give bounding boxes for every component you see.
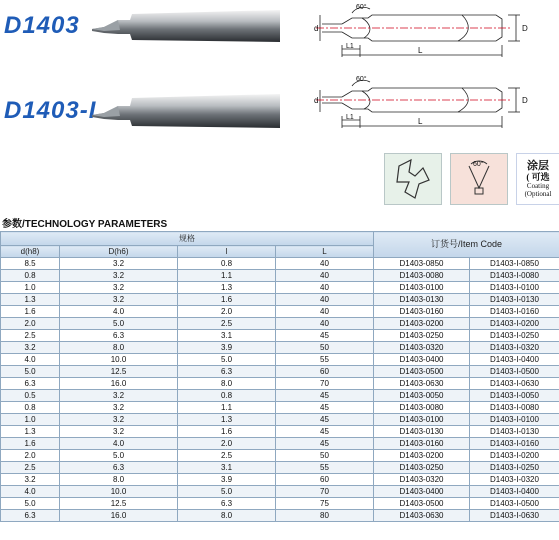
tool-photo — [90, 2, 282, 44]
table-row — [1, 510, 559, 522]
order-code-header: 订货号/Item Code — [374, 232, 559, 258]
spec-cell: 3.2 — [60, 294, 178, 306]
table-row — [1, 402, 559, 414]
spec-cell: 1.6 — [1, 306, 60, 318]
spec-cell: 1.3 — [1, 294, 60, 306]
table-row — [1, 330, 559, 342]
spec-cell: 6.3 — [60, 462, 178, 474]
item-code-cell: D1403-I-0130 — [470, 294, 559, 306]
coating-label-cn: 涂层 — [527, 160, 549, 172]
table-row — [1, 354, 559, 366]
item-code-cell: D1403-I-0630 — [470, 378, 559, 390]
table-row — [1, 498, 559, 510]
point-angle-icon — [450, 153, 508, 205]
coating-optional-icon — [516, 153, 559, 205]
spec-cell: 4.0 — [1, 486, 60, 498]
spec-cell: 12.5 — [60, 498, 178, 510]
spec-cell: 50 — [276, 342, 374, 354]
optional-label-cn: ( 可选 — [526, 172, 550, 182]
spec-cell: 75 — [276, 498, 374, 510]
spec-cell: 2.0 — [178, 306, 276, 318]
item-code-cell: D1403-0130 — [374, 426, 470, 438]
spec-cell: 45 — [276, 330, 374, 342]
spec-cell: 40 — [276, 282, 374, 294]
spec-cell: 1.3 — [178, 414, 276, 426]
angle-label: 60° — [356, 4, 367, 11]
spec-cell: 3.2 — [60, 426, 178, 438]
spec-cell: 5.0 — [178, 354, 276, 366]
table-row — [1, 306, 559, 318]
angle-label: 60° — [356, 76, 367, 83]
table-row — [1, 378, 559, 390]
spec-cell: 3.2 — [60, 414, 178, 426]
spec-cell: 0.8 — [178, 390, 276, 402]
column-header: d(h8) — [1, 246, 60, 258]
item-code-cell: D1403-I-0100 — [470, 282, 559, 294]
item-code-cell: D1403-I-0500 — [470, 366, 559, 378]
item-code-cell: D1403-I-0250 — [470, 330, 559, 342]
table-row — [1, 462, 559, 474]
item-code-cell: D1403-I-0850 — [470, 258, 559, 270]
item-code-cell: D1403-0200 — [374, 318, 470, 330]
item-code-cell: D1403-0130 — [374, 294, 470, 306]
section-title: 参数/TECHNOLOGY PARAMETERS — [2, 219, 168, 230]
item-code-cell: D1403-0400 — [374, 354, 470, 366]
table-row — [1, 474, 559, 486]
spec-cell: 3.1 — [178, 330, 276, 342]
flute-geometry-icon — [384, 153, 442, 205]
spec-cell: 1.1 — [178, 270, 276, 282]
spec-cell: 0.8 — [1, 270, 60, 282]
angle-label: 60° — [473, 161, 484, 168]
tool-photo — [90, 90, 282, 132]
spec-cell: 3.2 — [60, 390, 178, 402]
table-row — [1, 294, 559, 306]
table-row — [1, 486, 559, 498]
spec-cell: 3.9 — [178, 342, 276, 354]
spec-cell: 45 — [276, 426, 374, 438]
table-row — [1, 318, 559, 330]
spec-cell: 45 — [276, 438, 374, 450]
spec-cell: 6.3 — [1, 510, 60, 522]
spec-cell: 8.0 — [178, 378, 276, 390]
item-code-cell: D1403-I-0050 — [470, 390, 559, 402]
item-code-cell: D1403-0250 — [374, 330, 470, 342]
item-code-cell: D1403-0500 — [374, 366, 470, 378]
item-code-cell: D1403-0500 — [374, 498, 470, 510]
spec-cell: 4.0 — [60, 438, 178, 450]
table-row — [1, 282, 559, 294]
spec-cell: 3.2 — [60, 258, 178, 270]
table-row — [1, 390, 559, 402]
spec-cell: 8.0 — [60, 342, 178, 354]
table-row — [1, 342, 559, 354]
item-code-cell: D1403-I-0250 — [470, 462, 559, 474]
item-code-cell: D1403-I-0630 — [470, 510, 559, 522]
spec-cell: 45 — [276, 402, 374, 414]
item-code-cell: D1403-I-0160 — [470, 306, 559, 318]
optional-label-en: (Optional — [524, 190, 552, 198]
spec-cell: 1.1 — [178, 402, 276, 414]
spec-cell: 55 — [276, 354, 374, 366]
spec-cell: 3.2 — [1, 342, 60, 354]
spec-cell: 6.3 — [178, 498, 276, 510]
item-code-cell: D1403-0160 — [374, 306, 470, 318]
flute-section-icon — [385, 154, 441, 204]
spec-cell: 2.0 — [178, 438, 276, 450]
spec-cell: 1.3 — [1, 426, 60, 438]
item-code-cell: D1403-0630 — [374, 378, 470, 390]
product-model-title: D1403 — [4, 12, 80, 39]
item-code-cell: D1403-0100 — [374, 282, 470, 294]
item-code-cell: D1403-I-0080 — [470, 402, 559, 414]
table-row — [1, 366, 559, 378]
spec-cell: 45 — [276, 390, 374, 402]
table-row — [1, 270, 559, 282]
spec-cell: 16.0 — [60, 378, 178, 390]
D-label: D — [522, 96, 528, 105]
spec-cell: 5.0 — [1, 498, 60, 510]
item-code-cell: D1403-I-0320 — [470, 474, 559, 486]
d-label: d — [314, 96, 319, 105]
spec-cell: 70 — [276, 378, 374, 390]
spec-cell: 2.5 — [1, 330, 60, 342]
spec-cell: 0.8 — [178, 258, 276, 270]
spec-cell: 5.0 — [1, 366, 60, 378]
item-code-cell: D1403-0100 — [374, 414, 470, 426]
item-code-cell: D1403-I-0130 — [470, 426, 559, 438]
spec-cell: 3.2 — [1, 474, 60, 486]
spec-cell: 5.0 — [178, 486, 276, 498]
spec-cell: 70 — [276, 486, 374, 498]
spec-cell: 5.0 — [60, 450, 178, 462]
item-code-cell: D1403-0080 — [374, 270, 470, 282]
technical-drawing — [312, 1, 552, 61]
spec-cell: 80 — [276, 510, 374, 522]
spec-cell: 10.0 — [60, 354, 178, 366]
spec-cell: 60 — [276, 474, 374, 486]
table-row — [1, 258, 559, 270]
table-row — [1, 426, 559, 438]
L-label: L — [418, 117, 423, 126]
spec-cell: 55 — [276, 462, 374, 474]
spec-cell: 50 — [276, 450, 374, 462]
item-code-cell: D1403-I-0400 — [470, 486, 559, 498]
spec-cell: 40 — [276, 258, 374, 270]
item-code-cell: D1403-0080 — [374, 402, 470, 414]
item-code-cell: D1403-0630 — [374, 510, 470, 522]
L1-label: L1 — [346, 43, 354, 50]
spec-cell: 3.1 — [178, 462, 276, 474]
spec-cell: 8.0 — [60, 474, 178, 486]
spec-cell: 0.8 — [1, 402, 60, 414]
spec-cell: 8.0 — [178, 510, 276, 522]
spec-cell: 1.3 — [178, 282, 276, 294]
item-code-cell: D1403-0850 — [374, 258, 470, 270]
item-code-cell: D1403-0320 — [374, 342, 470, 354]
spec-header: 规格 — [1, 232, 374, 246]
spec-cell: 3.2 — [60, 270, 178, 282]
column-header: D(h6) — [60, 246, 178, 258]
technical-drawing — [312, 72, 552, 132]
coating-label-en: Coating — [526, 182, 550, 190]
spec-cell: 2.5 — [178, 450, 276, 462]
spec-cell: 4.0 — [1, 354, 60, 366]
L-label: L — [418, 46, 423, 55]
spec-cell: 2.5 — [1, 462, 60, 474]
spec-cell: 5.0 — [60, 318, 178, 330]
spec-cell: 45 — [276, 414, 374, 426]
item-code-cell: D1403-I-0500 — [470, 498, 559, 510]
spec-cell: 2.0 — [1, 450, 60, 462]
spec-cell: 40 — [276, 270, 374, 282]
item-code-cell: D1403-I-0200 — [470, 318, 559, 330]
spec-cell: 40 — [276, 294, 374, 306]
spec-cell: 40 — [276, 306, 374, 318]
spec-cell: 1.6 — [1, 438, 60, 450]
table-row — [1, 414, 559, 426]
table-row — [1, 450, 559, 462]
spec-cell: 6.3 — [1, 378, 60, 390]
L1-label: L1 — [346, 114, 354, 121]
column-header: L — [276, 246, 374, 258]
item-code-cell: D1403-I-0160 — [470, 438, 559, 450]
item-code-cell: D1403-0200 — [374, 450, 470, 462]
D-label: D — [522, 24, 528, 33]
spec-cell: 2.5 — [178, 318, 276, 330]
spec-cell: 1.0 — [1, 282, 60, 294]
item-code-cell: D1403-I-0200 — [470, 450, 559, 462]
spec-cell: 6.3 — [60, 330, 178, 342]
parameters-table — [0, 231, 559, 522]
spec-cell: 1.6 — [178, 294, 276, 306]
spec-cell: 1.6 — [178, 426, 276, 438]
spec-cell: 12.5 — [60, 366, 178, 378]
spec-cell: 8.5 — [1, 258, 60, 270]
column-header: l — [178, 246, 276, 258]
spec-cell: 3.9 — [178, 474, 276, 486]
item-code-cell: D1403-I-0100 — [470, 414, 559, 426]
spec-cell: 6.3 — [178, 366, 276, 378]
spec-cell: 2.0 — [1, 318, 60, 330]
item-code-cell: D1403-0320 — [374, 474, 470, 486]
spec-cell: 40 — [276, 318, 374, 330]
cone-angle-icon — [451, 154, 507, 204]
table-body — [1, 258, 559, 522]
spec-cell: 10.0 — [60, 486, 178, 498]
spec-cell: 60 — [276, 366, 374, 378]
table-row — [1, 438, 559, 450]
item-code-cell: D1403-0050 — [374, 390, 470, 402]
product-model-title: D1403-I — [4, 97, 97, 124]
item-code-cell: D1403-0400 — [374, 486, 470, 498]
item-code-cell: D1403-I-0080 — [470, 270, 559, 282]
item-code-cell: D1403-0250 — [374, 462, 470, 474]
spec-cell: 3.2 — [60, 402, 178, 414]
d-label: d — [314, 24, 319, 33]
spec-cell: 0.5 — [1, 390, 60, 402]
spec-cell: 3.2 — [60, 282, 178, 294]
spec-cell: 4.0 — [60, 306, 178, 318]
spec-cell: 1.0 — [1, 414, 60, 426]
item-code-cell: D1403-I-0320 — [470, 342, 559, 354]
item-code-cell: D1403-0160 — [374, 438, 470, 450]
item-code-cell: D1403-I-0400 — [470, 354, 559, 366]
spec-cell: 16.0 — [60, 510, 178, 522]
